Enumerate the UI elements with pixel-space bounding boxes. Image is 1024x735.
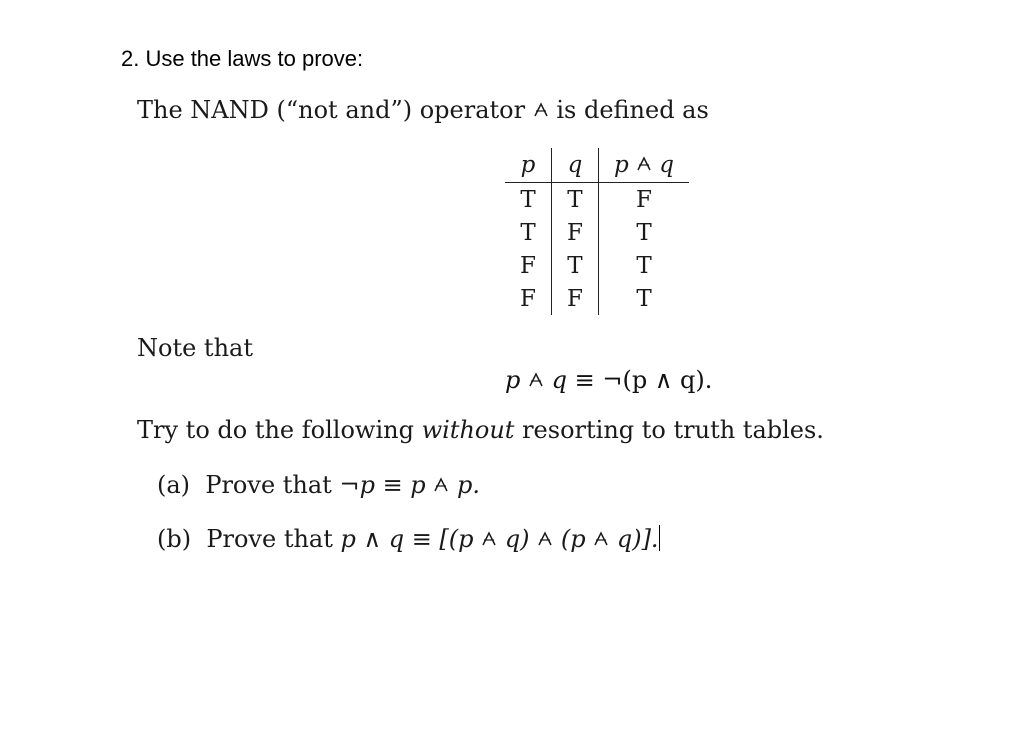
- intro-quoted: (“not and”) operator: [268, 96, 533, 124]
- nand-operator-icon: [593, 530, 609, 548]
- instruction-prefix: Try to do the following: [137, 416, 422, 444]
- identity-q: q: [551, 366, 568, 394]
- header-p: p: [505, 148, 551, 183]
- nand-word: NAND: [190, 96, 269, 124]
- intro-prefix: The: [137, 96, 191, 124]
- cell-result: T: [636, 219, 652, 246]
- instruction-line: [137, 416, 824, 444]
- part-a-text: Prove that: [205, 471, 340, 499]
- intro-line: [137, 96, 709, 124]
- cell-p: F: [505, 249, 551, 282]
- header-q: q: [551, 148, 598, 183]
- cell-q: F: [551, 216, 598, 249]
- nand-operator-icon: [481, 530, 497, 548]
- nand-identity: [505, 366, 712, 394]
- identity-rest: ≡ ¬(p ∧ q).: [567, 366, 713, 394]
- nand-operator-icon: [528, 371, 544, 389]
- table-row: [505, 183, 689, 217]
- table-row: [505, 249, 689, 282]
- nand-operator-icon: [433, 476, 449, 494]
- nand-operator-icon: [636, 155, 652, 173]
- truth-table-header: [505, 148, 689, 183]
- part-b-label: (b): [157, 525, 192, 553]
- part-a: [157, 471, 480, 499]
- nand-operator-icon: [533, 101, 549, 119]
- text-cursor: [659, 525, 660, 551]
- table-row: [505, 282, 689, 315]
- part-a-math-start: ¬p ≡ p: [339, 471, 426, 499]
- header-p-nand-q: p q: [613, 152, 675, 178]
- truth-table: [505, 148, 689, 315]
- part-a-label: (a): [157, 471, 191, 499]
- part-b-math-3: (p: [560, 525, 586, 553]
- cell-result: F: [636, 186, 652, 213]
- cell-result: T: [636, 285, 652, 312]
- instruction-emphasis: without: [421, 416, 515, 444]
- question-heading: 2. Use the laws to prove:: [121, 46, 364, 71]
- cell-p: F: [505, 282, 551, 315]
- part-b-text: Prove that: [206, 525, 341, 553]
- part-b: [157, 525, 660, 553]
- table-row: [505, 216, 689, 249]
- part-b-math-1: p ∧ q ≡ [(p: [340, 525, 474, 553]
- identity-p: p: [505, 366, 521, 394]
- nand-operator-icon: [537, 530, 553, 548]
- cell-q: T: [551, 249, 598, 282]
- part-b-math-4: q)].: [616, 525, 659, 553]
- part-b-math-2: q): [504, 525, 530, 553]
- cell-q: F: [551, 282, 598, 315]
- intro-suffix: is defined as: [548, 96, 709, 124]
- cell-p: T: [505, 216, 551, 249]
- cell-result: T: [636, 252, 652, 279]
- cell-q: T: [551, 183, 598, 217]
- note-text: Note that: [137, 334, 253, 362]
- part-a-math-end: p.: [456, 471, 480, 499]
- instruction-suffix: resorting to truth tables.: [514, 416, 824, 444]
- cell-p: T: [505, 183, 551, 217]
